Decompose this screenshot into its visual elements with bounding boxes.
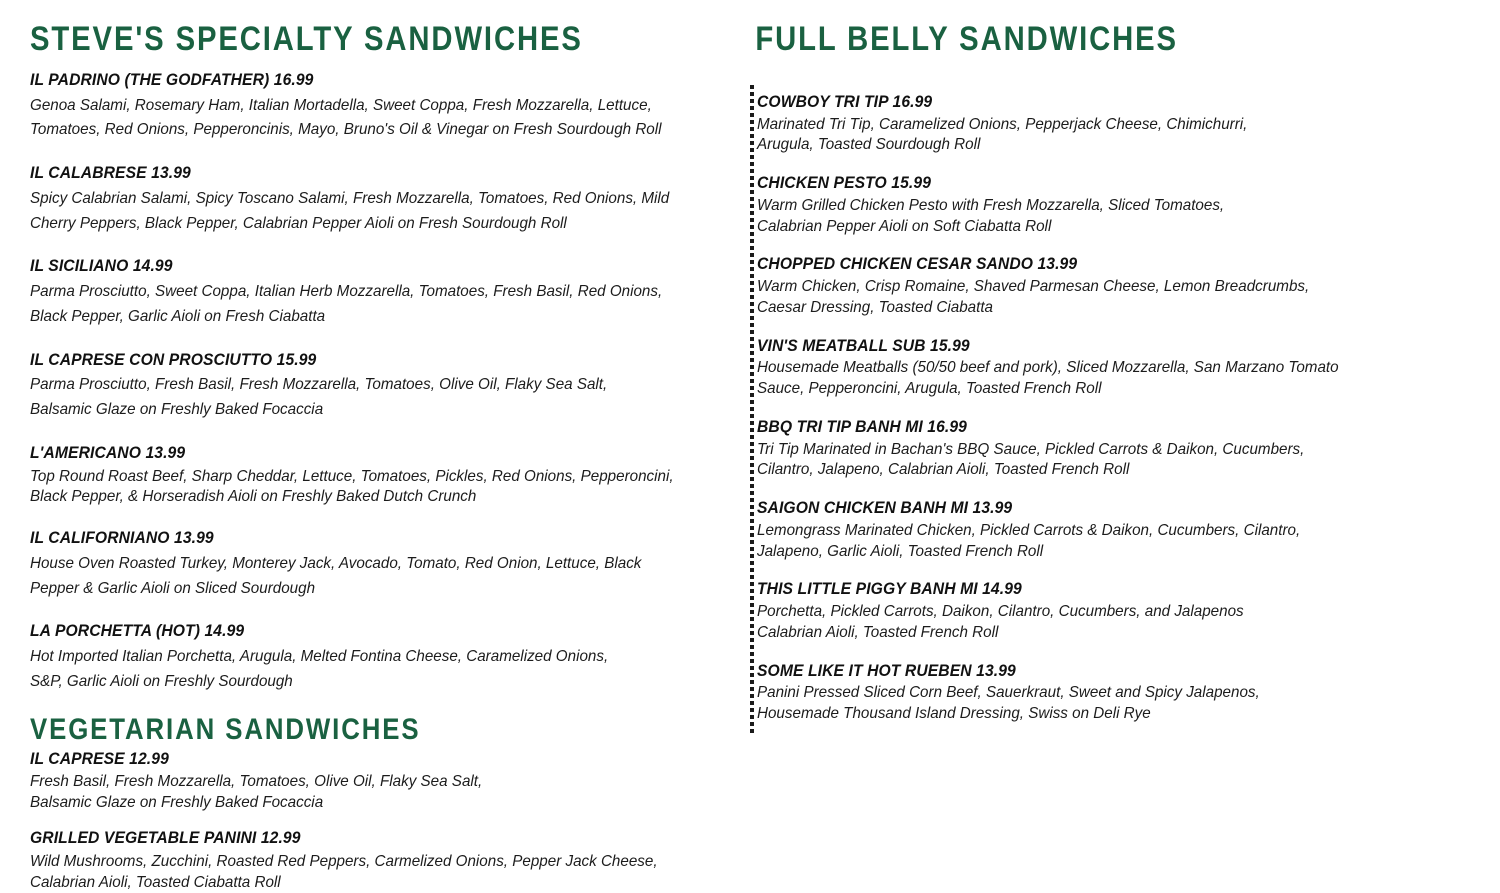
menu-item-description-line: Top Round Roast Beef, Sharp Cheddar, Lettuce, Tomatoes, Pickles, Red Onions, Pepperoncini,	[30, 467, 674, 485]
menu-item-description-line: Pepper & Garlic Aioli on Sliced Sourdough	[30, 579, 316, 597]
menu-item-description-line: Sauce, Pepperoncini, Arugula, Toasted French Roll	[757, 380, 1102, 398]
menu-item-description-line: Caesar Dressing, Toasted Ciabatta	[757, 298, 994, 316]
menu-item	[757, 92, 1470, 156]
menu-item-name: CHICKEN PESTO 15.99	[757, 174, 932, 193]
menu-item-description-line: Calabrian Aioli, Toasted Ciabatta Roll	[30, 874, 281, 892]
menu-item	[30, 528, 717, 601]
menu-item-description-line: Cilantro, Jalapeno, Calabrian Aioli, Toasted French Roll	[757, 461, 1130, 479]
menu-item-name: IL CAPRESE 12.99	[30, 749, 169, 768]
menu-item	[757, 417, 1470, 481]
menu-item-description	[30, 645, 683, 695]
menu-item-description	[30, 552, 683, 602]
menu-item-description	[757, 521, 1434, 563]
menu-item-name: VIN'S MEATBALL SUB 15.99	[757, 336, 970, 355]
menu-item	[757, 173, 1470, 237]
menu-item-description	[30, 280, 683, 330]
menu-item-name: IL PADRINO (THE GODFATHER) 16.99	[30, 71, 314, 89]
menu-item-description	[757, 358, 1434, 400]
menu-item-name: THIS LITTLE PIGGY BANH MI 14.99	[757, 580, 1022, 599]
menu-item-description-line: Wild Mushrooms, Zucchini, Roasted Red Peppers, Carmelized Onions, Pepper Jack Cheese,	[30, 853, 658, 870]
menu-item-name: BBQ TRI TIP BANH MI 16.99	[757, 417, 967, 436]
menu-item-description-line: Tomatoes, Red Onions, Pepperoncinis, Mayo, Bruno's Oil & Vinegar on Fresh Sourdough Roll	[30, 121, 662, 139]
menu-item-name: IL CALABRESE 13.99	[30, 164, 191, 183]
menu-item-description-line: Black Pepper, & Horseradish Aioli on Freshly Baked Dutch Crunch	[30, 488, 477, 506]
full-belly-items-list	[745, 56, 1470, 725]
menu-item-name: LA PORCHETTA (HOT) 14.99	[30, 622, 245, 641]
section-heading-specialty: STEVE'S SPECIALTY SANDWICHES	[30, 20, 583, 58]
menu-item-description-line: Balsamic Glaze on Freshly Baked Focaccia	[30, 401, 324, 419]
menu-item	[757, 579, 1470, 643]
menu-item-description-line: House Oven Roasted Turkey, Monterey Jack, Avocado, Tomato, Red Onion, Lettuce, Black	[30, 554, 642, 572]
menu-item-description-line: Jalapeno, Garlic Aioli, Toasted French Roll	[757, 542, 1044, 560]
menu-item	[757, 661, 1470, 725]
menu-item-description	[757, 440, 1434, 482]
menu-item-name: GRILLED VEGETABLE PANINI 12.99	[30, 829, 301, 848]
menu-item	[30, 828, 717, 893]
menu-item	[757, 498, 1470, 562]
menu-item-name: IL CAPRESE CON PROSCIUTTO 15.99	[30, 350, 317, 369]
menu-item-description-line: Spicy Calabrian Salami, Spicy Toscano Salami, Fresh Mozzarella, Tomatoes, Red Onions, Mild	[30, 189, 670, 207]
menu-item-description	[757, 683, 1434, 725]
menu-item-description	[757, 115, 1434, 157]
menu-item-description-line: Parma Prosciutto, Fresh Basil, Fresh Mozzarella, Tomatoes, Olive Oil, Flaky Sea Salt,	[30, 376, 608, 394]
menu-item-name: SOME LIKE IT HOT RUEBEN 13.99	[757, 661, 1016, 680]
menu-item	[757, 336, 1470, 400]
menu-item-name: IL SICILIANO 14.99	[30, 257, 173, 276]
left-column	[0, 0, 745, 892]
menu-item-description-line: Porchetta, Pickled Carrots, Daikon, Cilantro, Cucumbers, and Jalapenos	[757, 602, 1244, 620]
menu-item-description-line: Marinated Tri Tip, Caramelized Onions, Pepperjack Cheese, Chimichurri,	[757, 115, 1248, 133]
right-column	[745, 0, 1500, 844]
menu-item-description-line: Fresh Basil, Fresh Mozzarella, Tomatoes, Olive Oil, Flaky Sea Salt,	[30, 773, 483, 791]
menu-item-description	[757, 196, 1434, 238]
specialty-items-list	[30, 70, 717, 695]
menu-item	[30, 163, 717, 236]
menu-item-description-line: Balsamic Glaze on Freshly Baked Focaccia	[30, 794, 324, 812]
menu-item-description	[30, 771, 683, 813]
menu-item-name: CHOPPED CHICKEN CESAR SANDO 13.99	[757, 255, 1078, 274]
menu-item-description	[757, 602, 1434, 644]
menu-item-description-line: Black Pepper, Garlic Aioli on Fresh Ciabatta	[30, 307, 326, 325]
menu-item-description-line: Parma Prosciutto, Sweet Coppa, Italian Herb Mozzarella, Tomatoes, Fresh Basil, Red Onions,	[30, 283, 663, 301]
menu-item-description-line: Calabrian Pepper Aioli on Soft Ciabatta Roll	[757, 217, 1052, 235]
menu-item-description-line: Genoa Salami, Rosemary Ham, Italian Mortadella, Sweet Coppa, Fresh Mozzarella, Lettuce,	[30, 96, 652, 114]
menu-item	[30, 621, 717, 694]
menu-item-description-line: Panini Pressed Sliced Corn Beef, Sauerkraut, Sweet and Spicy Jalapenos,	[757, 684, 1260, 702]
menu-item-description	[30, 94, 683, 144]
section-heading-vegetarian: VEGETARIAN SANDWICHES	[30, 712, 421, 746]
menu-item-description	[30, 467, 683, 509]
menu-item-description-line: S&P, Garlic Aioli on Freshly Sourdough	[30, 672, 293, 690]
menu-item	[30, 70, 717, 143]
menu-item-description-line: Lemongrass Marinated Chicken, Pickled Carrots & Daikon, Cucumbers, Cilantro,	[757, 521, 1301, 539]
menu-item-name: IL CALIFORNIANO 13.99	[30, 529, 214, 548]
menu-item-description-line: Arugula, Toasted Sourdough Roll	[757, 136, 981, 154]
menu-item-name: L'AMERICANO 13.99	[30, 443, 186, 462]
menu-item-description	[30, 187, 683, 237]
menu-item-description-line: Cherry Peppers, Black Pepper, Calabrian Pepper Aioli on Fresh Sourdough Roll	[30, 214, 567, 232]
menu-item-name: COWBOY TRI TIP 16.99	[757, 93, 933, 111]
menu-item-description-line: Tri Tip Marinated in Bachan's BBQ Sauce, Pickled Carrots & Daikon, Cucumbers,	[757, 440, 1305, 458]
menu-item	[30, 350, 717, 423]
menu-item-description-line: Warm Grilled Chicken Pesto with Fresh Mozzarella, Sliced Tomatoes,	[757, 196, 1225, 214]
menu-item-description	[30, 373, 683, 423]
menu-item-description	[30, 851, 683, 893]
menu-item-description-line: Calabrian Aioli, Toasted French Roll	[757, 623, 999, 641]
menu-item	[757, 254, 1470, 318]
menu-item-description-line: Hot Imported Italian Porchetta, Arugula, Melted Fontina Cheese, Caramelized Onions,	[30, 647, 609, 665]
menu-item	[30, 443, 717, 508]
menu-item-description	[757, 277, 1434, 319]
section-heading-full-belly: FULL BELLY SANDWICHES	[755, 20, 1178, 58]
menu-item	[30, 749, 717, 814]
menu-item-name: SAIGON CHICKEN BANH MI 13.99	[757, 499, 1013, 518]
menu-item-description-line: Housemade Thousand Island Dressing, Swiss on Deli Rye	[757, 704, 1151, 722]
menu-item	[30, 256, 717, 329]
menu-item-description-line: Warm Chicken, Crisp Romaine, Shaved Parmesan Cheese, Lemon Breadcrumbs,	[757, 278, 1310, 296]
menu-item-description-line: Housemade Meatballs (50/50 beef and pork), Sliced Mozzarella, San Marzano Tomato	[757, 359, 1339, 377]
vegetarian-items-list	[30, 749, 717, 893]
